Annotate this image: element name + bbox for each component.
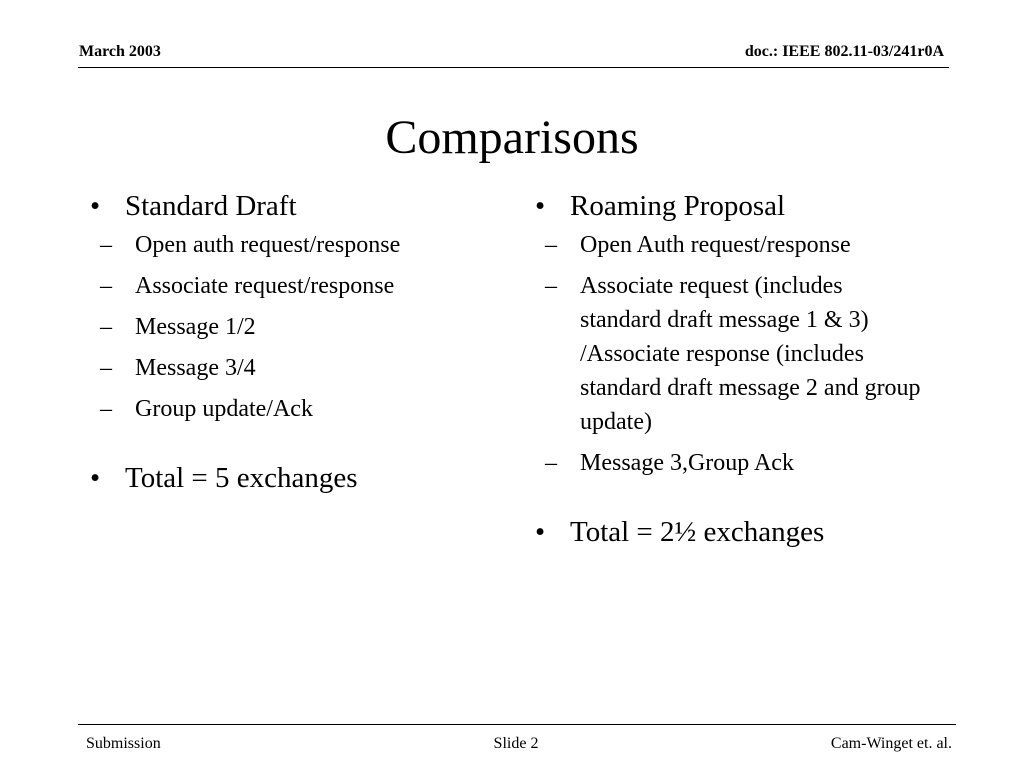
right-sublist (535, 228, 975, 480)
dash-icon: – (100, 232, 112, 258)
dash-icon: – (100, 314, 112, 340)
header-doc-id: doc.: IEEE 802.11-03/241r0A (744, 43, 944, 60)
left-heading-bullet (90, 186, 510, 226)
list-item-text: Associate request (includes standard draft message 1 & 3) /Associate response (includes standard draft message 2 and group update) (580, 273, 921, 435)
list-item (90, 392, 510, 426)
list-item (90, 228, 510, 262)
dash-icon: – (100, 396, 112, 422)
right-total-bullet (535, 512, 975, 552)
bullet-icon: • (90, 190, 101, 222)
footer-slide-number: Slide 2 (493, 735, 539, 752)
list-item (535, 269, 975, 439)
list-item (90, 310, 510, 344)
dash-icon: – (545, 232, 557, 258)
bullet-icon: • (535, 190, 546, 222)
dash-icon: – (545, 273, 557, 299)
list-item (90, 269, 510, 303)
dash-icon: – (100, 355, 112, 381)
list-item (535, 228, 975, 262)
list-item-text: Open auth request/response (135, 232, 401, 258)
list-item-text: Open Auth request/response (580, 232, 851, 258)
slide-title: Comparisons (385, 111, 639, 164)
list-item (535, 446, 975, 480)
footer-divider (78, 724, 956, 725)
dash-icon: – (100, 273, 112, 299)
header-divider (78, 67, 949, 68)
left-sublist (90, 228, 510, 426)
header-date: March 2003 (79, 43, 161, 60)
left-total-bullet (90, 458, 510, 498)
right-heading: Roaming Proposal (570, 190, 786, 222)
left-total: Total = 5 exchanges (125, 462, 358, 494)
list-item-text: Message 1/2 (135, 314, 256, 340)
list-item-text: Message 3,Group Ack (580, 450, 794, 476)
footer-authors: Cam-Winget et. al. (830, 735, 952, 752)
right-heading-bullet (535, 186, 975, 226)
left-column (90, 186, 510, 498)
bullet-icon: • (90, 462, 101, 494)
spacer (90, 433, 510, 458)
footer-submission: Submission (86, 735, 161, 752)
right-total: Total = 2½ exchanges (570, 516, 825, 548)
list-item-text: Message 3/4 (135, 355, 256, 381)
list-item (90, 351, 510, 385)
spacer (535, 487, 975, 512)
dash-icon: – (545, 450, 557, 476)
right-column (535, 186, 975, 552)
bullet-icon: • (535, 516, 546, 548)
list-item-text: Group update/Ack (135, 396, 313, 422)
list-item-text: Associate request/response (135, 273, 395, 299)
left-heading: Standard Draft (125, 190, 297, 222)
